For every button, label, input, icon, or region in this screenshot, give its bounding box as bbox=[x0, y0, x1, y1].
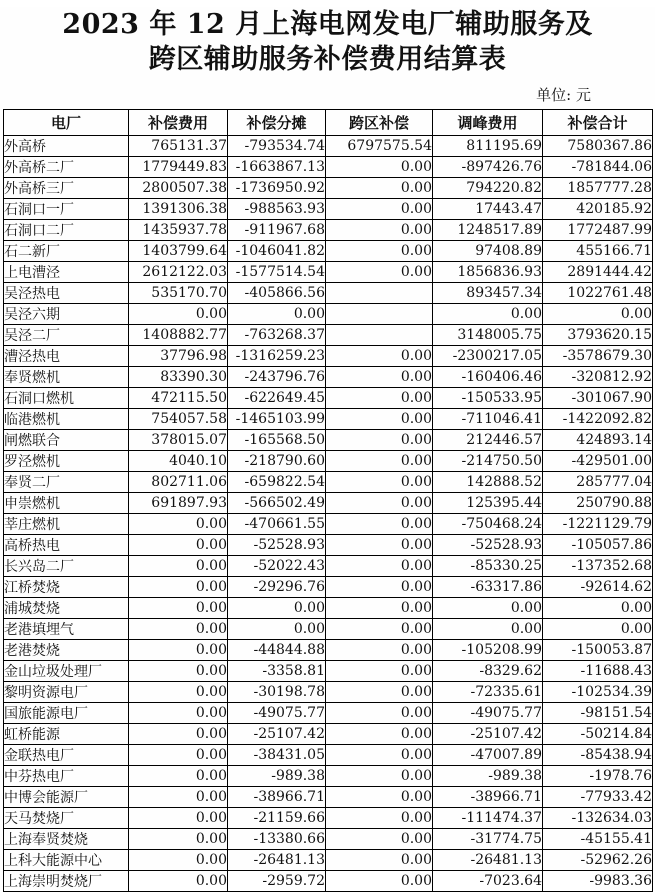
value-cell: -3358.81 bbox=[228, 661, 326, 682]
table-row bbox=[4, 724, 653, 745]
plant-name-cell: 外高桥三厂 bbox=[4, 178, 129, 199]
plant-name-cell: 金山垃圾处理厂 bbox=[4, 661, 129, 682]
value-cell: -165568.50 bbox=[228, 430, 326, 451]
settlement-table bbox=[3, 109, 653, 892]
value-cell: 0.00 bbox=[326, 787, 433, 808]
plant-name-cell: 石二新厂 bbox=[4, 241, 129, 262]
value-cell: 1779449.83 bbox=[129, 157, 228, 178]
value-cell: -150053.87 bbox=[543, 640, 653, 661]
table-row bbox=[4, 514, 653, 535]
value-cell: 0.00 bbox=[228, 619, 326, 640]
plant-name-cell: 石洞口二厂 bbox=[4, 220, 129, 241]
value-cell: -49075.77 bbox=[433, 703, 543, 724]
value-cell: 0.00 bbox=[129, 787, 228, 808]
value-cell: 691897.93 bbox=[129, 493, 228, 514]
table-row bbox=[4, 178, 653, 199]
value-cell: 0.00 bbox=[129, 724, 228, 745]
value-cell: 37796.98 bbox=[129, 346, 228, 367]
plant-name-cell: 外高桥 bbox=[4, 136, 129, 157]
value-cell: -77933.42 bbox=[543, 787, 653, 808]
value-cell bbox=[326, 304, 433, 325]
value-cell: 0.00 bbox=[326, 703, 433, 724]
table-row bbox=[4, 703, 653, 724]
value-cell: -566502.49 bbox=[228, 493, 326, 514]
value-cell: 0.00 bbox=[326, 598, 433, 619]
plant-name-cell: 国旅能源电厂 bbox=[4, 703, 129, 724]
value-cell: -1422092.82 bbox=[543, 409, 653, 430]
plant-name-cell: 莘庄燃机 bbox=[4, 514, 129, 535]
value-cell: -1577514.54 bbox=[228, 262, 326, 283]
value-cell: 0.00 bbox=[326, 640, 433, 661]
value-cell: -132634.03 bbox=[543, 808, 653, 829]
plant-name-cell: 闸燃联合 bbox=[4, 430, 129, 451]
value-cell: 0.00 bbox=[326, 241, 433, 262]
plant-name-cell: 吴泾热电 bbox=[4, 283, 129, 304]
column-header: 调峰费用 bbox=[433, 110, 543, 136]
value-cell: 1772487.99 bbox=[543, 220, 653, 241]
table-row bbox=[4, 451, 653, 472]
value-cell: -763268.37 bbox=[228, 325, 326, 346]
plant-name-cell: 上科大能源中心 bbox=[4, 850, 129, 871]
value-cell: 0.00 bbox=[228, 304, 326, 325]
value-cell: -85438.94 bbox=[543, 745, 653, 766]
plant-name-cell: 上电漕泾 bbox=[4, 262, 129, 283]
value-cell: -911967.68 bbox=[228, 220, 326, 241]
value-cell: -26481.13 bbox=[228, 850, 326, 871]
table-row bbox=[4, 388, 653, 409]
plant-name-cell: 奉贤燃机 bbox=[4, 367, 129, 388]
plant-name-cell: 罗泾燃机 bbox=[4, 451, 129, 472]
value-cell bbox=[326, 283, 433, 304]
table-row bbox=[4, 682, 653, 703]
value-cell: -31774.75 bbox=[433, 829, 543, 850]
plant-name-cell: 吴泾二厂 bbox=[4, 325, 129, 346]
plant-name-cell: 黎明资源电厂 bbox=[4, 682, 129, 703]
value-cell: -21159.66 bbox=[228, 808, 326, 829]
value-cell: 125395.44 bbox=[433, 493, 543, 514]
value-cell: 142888.52 bbox=[433, 472, 543, 493]
value-cell: -52962.26 bbox=[543, 850, 653, 871]
plant-name-cell: 长兴岛二厂 bbox=[4, 556, 129, 577]
value-cell: 0.00 bbox=[129, 808, 228, 829]
document-title-line2: 跨区辅助服务补偿费用结算表 bbox=[148, 44, 507, 75]
value-cell: 0.00 bbox=[326, 829, 433, 850]
value-cell: -1316259.23 bbox=[228, 346, 326, 367]
value-cell: -2959.72 bbox=[228, 871, 326, 892]
value-cell: -45155.41 bbox=[543, 829, 653, 850]
value-cell: -301067.90 bbox=[543, 388, 653, 409]
table-row bbox=[4, 409, 653, 430]
value-cell: 0.00 bbox=[129, 682, 228, 703]
value-cell: -38431.05 bbox=[228, 745, 326, 766]
value-cell: 3793620.15 bbox=[543, 325, 653, 346]
value-cell: -38966.71 bbox=[228, 787, 326, 808]
value-cell: -38966.71 bbox=[433, 787, 543, 808]
value-cell: 0.00 bbox=[326, 535, 433, 556]
value-cell: 2800507.38 bbox=[129, 178, 228, 199]
value-cell: 0.00 bbox=[129, 850, 228, 871]
plant-name-cell: 中博会能源厂 bbox=[4, 787, 129, 808]
value-cell: 811195.69 bbox=[433, 136, 543, 157]
value-cell: 420185.92 bbox=[543, 199, 653, 220]
table-row bbox=[4, 787, 653, 808]
value-cell: 893457.34 bbox=[433, 283, 543, 304]
value-cell: 0.00 bbox=[326, 556, 433, 577]
value-cell: -11688.43 bbox=[543, 661, 653, 682]
value-cell: 0.00 bbox=[433, 619, 543, 640]
value-cell: 754057.58 bbox=[129, 409, 228, 430]
value-cell: -52528.93 bbox=[433, 535, 543, 556]
value-cell: 0.00 bbox=[129, 829, 228, 850]
value-cell: 794220.82 bbox=[433, 178, 543, 199]
value-cell: 0.00 bbox=[326, 430, 433, 451]
value-cell: 6797575.54 bbox=[326, 136, 433, 157]
value-cell: -30198.78 bbox=[228, 682, 326, 703]
value-cell: 0.00 bbox=[326, 808, 433, 829]
value-cell: -3578679.30 bbox=[543, 346, 653, 367]
value-cell: 0.00 bbox=[326, 661, 433, 682]
table-row bbox=[4, 661, 653, 682]
value-cell: 1857777.28 bbox=[543, 178, 653, 199]
table-row bbox=[4, 430, 653, 451]
value-cell: -1663867.13 bbox=[228, 157, 326, 178]
value-cell: 0.00 bbox=[543, 304, 653, 325]
column-header: 补偿分摊 bbox=[228, 110, 326, 136]
table-row bbox=[4, 367, 653, 388]
value-cell: 0.00 bbox=[326, 577, 433, 598]
value-cell: -50214.84 bbox=[543, 724, 653, 745]
value-cell: -102534.39 bbox=[543, 682, 653, 703]
value-cell: 0.00 bbox=[326, 178, 433, 199]
document-title bbox=[0, 7, 655, 77]
settlement-document bbox=[0, 7, 655, 890]
value-cell: -47007.89 bbox=[433, 745, 543, 766]
value-cell: 1856836.93 bbox=[433, 262, 543, 283]
value-cell: -711046.41 bbox=[433, 409, 543, 430]
value-cell: -320812.92 bbox=[543, 367, 653, 388]
value-cell: 0.00 bbox=[326, 724, 433, 745]
table-row bbox=[4, 220, 653, 241]
value-cell: -52022.43 bbox=[228, 556, 326, 577]
value-cell: 83390.30 bbox=[129, 367, 228, 388]
value-cell: 1403799.64 bbox=[129, 241, 228, 262]
value-cell: 0.00 bbox=[228, 598, 326, 619]
table-row bbox=[4, 241, 653, 262]
value-cell: -659822.54 bbox=[228, 472, 326, 493]
value-cell: -29296.76 bbox=[228, 577, 326, 598]
table-row bbox=[4, 157, 653, 178]
value-cell: -1978.76 bbox=[543, 766, 653, 787]
value-cell: -111474.37 bbox=[433, 808, 543, 829]
value-cell: 0.00 bbox=[433, 598, 543, 619]
plant-name-cell: 中芬热电厂 bbox=[4, 766, 129, 787]
value-cell: -137352.68 bbox=[543, 556, 653, 577]
value-cell: 0.00 bbox=[326, 514, 433, 535]
value-cell: 0.00 bbox=[326, 619, 433, 640]
plant-name-cell: 石洞口燃机 bbox=[4, 388, 129, 409]
value-cell: -243796.76 bbox=[228, 367, 326, 388]
plant-name-cell: 金联热电厂 bbox=[4, 745, 129, 766]
column-header: 补偿费用 bbox=[129, 110, 228, 136]
value-cell: 472115.50 bbox=[129, 388, 228, 409]
value-cell: -750468.24 bbox=[433, 514, 543, 535]
value-cell: 0.00 bbox=[129, 661, 228, 682]
value-cell: 0.00 bbox=[129, 598, 228, 619]
value-cell: -150533.95 bbox=[433, 388, 543, 409]
plant-name-cell: 江桥焚烧 bbox=[4, 577, 129, 598]
value-cell: 0.00 bbox=[326, 745, 433, 766]
column-header: 电厂 bbox=[4, 110, 129, 136]
document-title-line1: 2023 年 12 月上海电网发电厂辅助服务及 bbox=[62, 9, 593, 40]
value-cell: -989.38 bbox=[228, 766, 326, 787]
value-cell: -988563.93 bbox=[228, 199, 326, 220]
plant-name-cell: 奉贤二厂 bbox=[4, 472, 129, 493]
value-cell: 2612122.03 bbox=[129, 262, 228, 283]
value-cell: -98151.54 bbox=[543, 703, 653, 724]
table-row bbox=[4, 199, 653, 220]
value-cell: -26481.13 bbox=[433, 850, 543, 871]
value-cell: -8329.62 bbox=[433, 661, 543, 682]
value-cell: -25107.42 bbox=[228, 724, 326, 745]
table-row bbox=[4, 577, 653, 598]
value-cell: 802711.06 bbox=[129, 472, 228, 493]
table-row bbox=[4, 346, 653, 367]
table-row bbox=[4, 766, 653, 787]
value-cell: -9983.36 bbox=[543, 871, 653, 892]
plant-name-cell: 虹桥能源 bbox=[4, 724, 129, 745]
table-header-row bbox=[4, 110, 653, 136]
table-body bbox=[4, 136, 653, 892]
plant-name-cell: 漕泾热电 bbox=[4, 346, 129, 367]
value-cell: 1408882.77 bbox=[129, 325, 228, 346]
value-cell: 0.00 bbox=[326, 871, 433, 892]
value-cell: 285777.04 bbox=[543, 472, 653, 493]
value-cell: 0.00 bbox=[129, 514, 228, 535]
value-cell: -781844.06 bbox=[543, 157, 653, 178]
value-cell: -218790.60 bbox=[228, 451, 326, 472]
table-row bbox=[4, 640, 653, 661]
table-row bbox=[4, 598, 653, 619]
table-row bbox=[4, 745, 653, 766]
value-cell: 0.00 bbox=[129, 745, 228, 766]
value-cell: 1391306.38 bbox=[129, 199, 228, 220]
value-cell: 0.00 bbox=[326, 766, 433, 787]
value-cell: -405866.56 bbox=[228, 283, 326, 304]
value-cell: 765131.37 bbox=[129, 136, 228, 157]
value-cell: -105057.86 bbox=[543, 535, 653, 556]
value-cell: -7023.64 bbox=[433, 871, 543, 892]
table-row bbox=[4, 619, 653, 640]
value-cell: -49075.77 bbox=[228, 703, 326, 724]
value-cell: 0.00 bbox=[326, 220, 433, 241]
value-cell: -2300217.05 bbox=[433, 346, 543, 367]
value-cell: 97408.89 bbox=[433, 241, 543, 262]
plant-name-cell: 老港焚烧 bbox=[4, 640, 129, 661]
value-cell: 0.00 bbox=[326, 850, 433, 871]
table-row bbox=[4, 808, 653, 829]
value-cell: 535170.70 bbox=[129, 283, 228, 304]
table-row bbox=[4, 136, 653, 157]
value-cell: 0.00 bbox=[326, 367, 433, 388]
value-cell: 0.00 bbox=[326, 262, 433, 283]
value-cell: 424893.14 bbox=[543, 430, 653, 451]
value-cell: -72335.61 bbox=[433, 682, 543, 703]
value-cell: -429501.00 bbox=[543, 451, 653, 472]
value-cell: -85330.25 bbox=[433, 556, 543, 577]
value-cell: 0.00 bbox=[543, 598, 653, 619]
column-header: 补偿合计 bbox=[543, 110, 653, 136]
value-cell: 0.00 bbox=[326, 682, 433, 703]
value-cell bbox=[326, 325, 433, 346]
value-cell: 0.00 bbox=[326, 493, 433, 514]
value-cell: -44844.88 bbox=[228, 640, 326, 661]
table-header bbox=[4, 110, 653, 136]
value-cell: -105208.99 bbox=[433, 640, 543, 661]
value-cell: 0.00 bbox=[129, 640, 228, 661]
value-cell: 0.00 bbox=[326, 388, 433, 409]
plant-name-cell: 上海奉贤焚烧 bbox=[4, 829, 129, 850]
plant-name-cell: 浦城焚烧 bbox=[4, 598, 129, 619]
column-header: 跨区补偿 bbox=[326, 110, 433, 136]
value-cell: -160406.46 bbox=[433, 367, 543, 388]
value-cell: 17443.47 bbox=[433, 199, 543, 220]
value-cell: -470661.55 bbox=[228, 514, 326, 535]
value-cell: 0.00 bbox=[433, 304, 543, 325]
value-cell: 0.00 bbox=[129, 871, 228, 892]
unit-label: 单位: 元 bbox=[536, 86, 591, 104]
plant-name-cell: 吴泾六期 bbox=[4, 304, 129, 325]
table-row bbox=[4, 556, 653, 577]
plant-name-cell: 天马焚烧厂 bbox=[4, 808, 129, 829]
value-cell: -793534.74 bbox=[228, 136, 326, 157]
value-cell: 0.00 bbox=[129, 577, 228, 598]
value-cell: -25107.42 bbox=[433, 724, 543, 745]
value-cell: -13380.66 bbox=[228, 829, 326, 850]
table-row bbox=[4, 829, 653, 850]
table-row bbox=[4, 472, 653, 493]
value-cell: -63317.86 bbox=[433, 577, 543, 598]
value-cell: 0.00 bbox=[129, 304, 228, 325]
value-cell: 7580367.86 bbox=[543, 136, 653, 157]
value-cell: 1022761.48 bbox=[543, 283, 653, 304]
value-cell: 0.00 bbox=[326, 157, 433, 178]
value-cell: 0.00 bbox=[543, 619, 653, 640]
value-cell: 0.00 bbox=[129, 556, 228, 577]
value-cell: -92614.62 bbox=[543, 577, 653, 598]
value-cell: 0.00 bbox=[326, 346, 433, 367]
value-cell: 2891444.42 bbox=[543, 262, 653, 283]
table-row bbox=[4, 283, 653, 304]
value-cell: 1248517.89 bbox=[433, 220, 543, 241]
plant-name-cell: 上海崇明焚烧厂 bbox=[4, 871, 129, 892]
value-cell: 0.00 bbox=[326, 451, 433, 472]
table-row bbox=[4, 535, 653, 556]
table-row bbox=[4, 493, 653, 514]
value-cell: -52528.93 bbox=[228, 535, 326, 556]
value-cell: 0.00 bbox=[129, 766, 228, 787]
plant-name-cell: 石洞口一厂 bbox=[4, 199, 129, 220]
value-cell: 455166.71 bbox=[543, 241, 653, 262]
plant-name-cell: 老港填埋气 bbox=[4, 619, 129, 640]
table-row bbox=[4, 871, 653, 892]
value-cell: -1221129.79 bbox=[543, 514, 653, 535]
value-cell: 4040.10 bbox=[129, 451, 228, 472]
value-cell: -214750.50 bbox=[433, 451, 543, 472]
value-cell: -1736950.92 bbox=[228, 178, 326, 199]
table-row bbox=[4, 304, 653, 325]
value-cell: -989.38 bbox=[433, 766, 543, 787]
value-cell: -622649.45 bbox=[228, 388, 326, 409]
value-cell: 0.00 bbox=[129, 535, 228, 556]
table-row bbox=[4, 325, 653, 346]
table-row bbox=[4, 850, 653, 871]
plant-name-cell: 外高桥二厂 bbox=[4, 157, 129, 178]
value-cell: -1046041.82 bbox=[228, 241, 326, 262]
value-cell: 1435937.78 bbox=[129, 220, 228, 241]
value-cell: 378015.07 bbox=[129, 430, 228, 451]
plant-name-cell: 申崇燃机 bbox=[4, 493, 129, 514]
table-row bbox=[4, 262, 653, 283]
value-cell: -1465103.99 bbox=[228, 409, 326, 430]
value-cell: 212446.57 bbox=[433, 430, 543, 451]
value-cell: 3148005.75 bbox=[433, 325, 543, 346]
value-cell: -897426.76 bbox=[433, 157, 543, 178]
value-cell: 0.00 bbox=[326, 472, 433, 493]
value-cell: 0.00 bbox=[129, 619, 228, 640]
plant-name-cell: 临港燃机 bbox=[4, 409, 129, 430]
value-cell: 250790.88 bbox=[543, 493, 653, 514]
plant-name-cell: 高桥热电 bbox=[4, 535, 129, 556]
value-cell: 0.00 bbox=[326, 409, 433, 430]
value-cell: 0.00 bbox=[326, 199, 433, 220]
value-cell: 0.00 bbox=[129, 703, 228, 724]
